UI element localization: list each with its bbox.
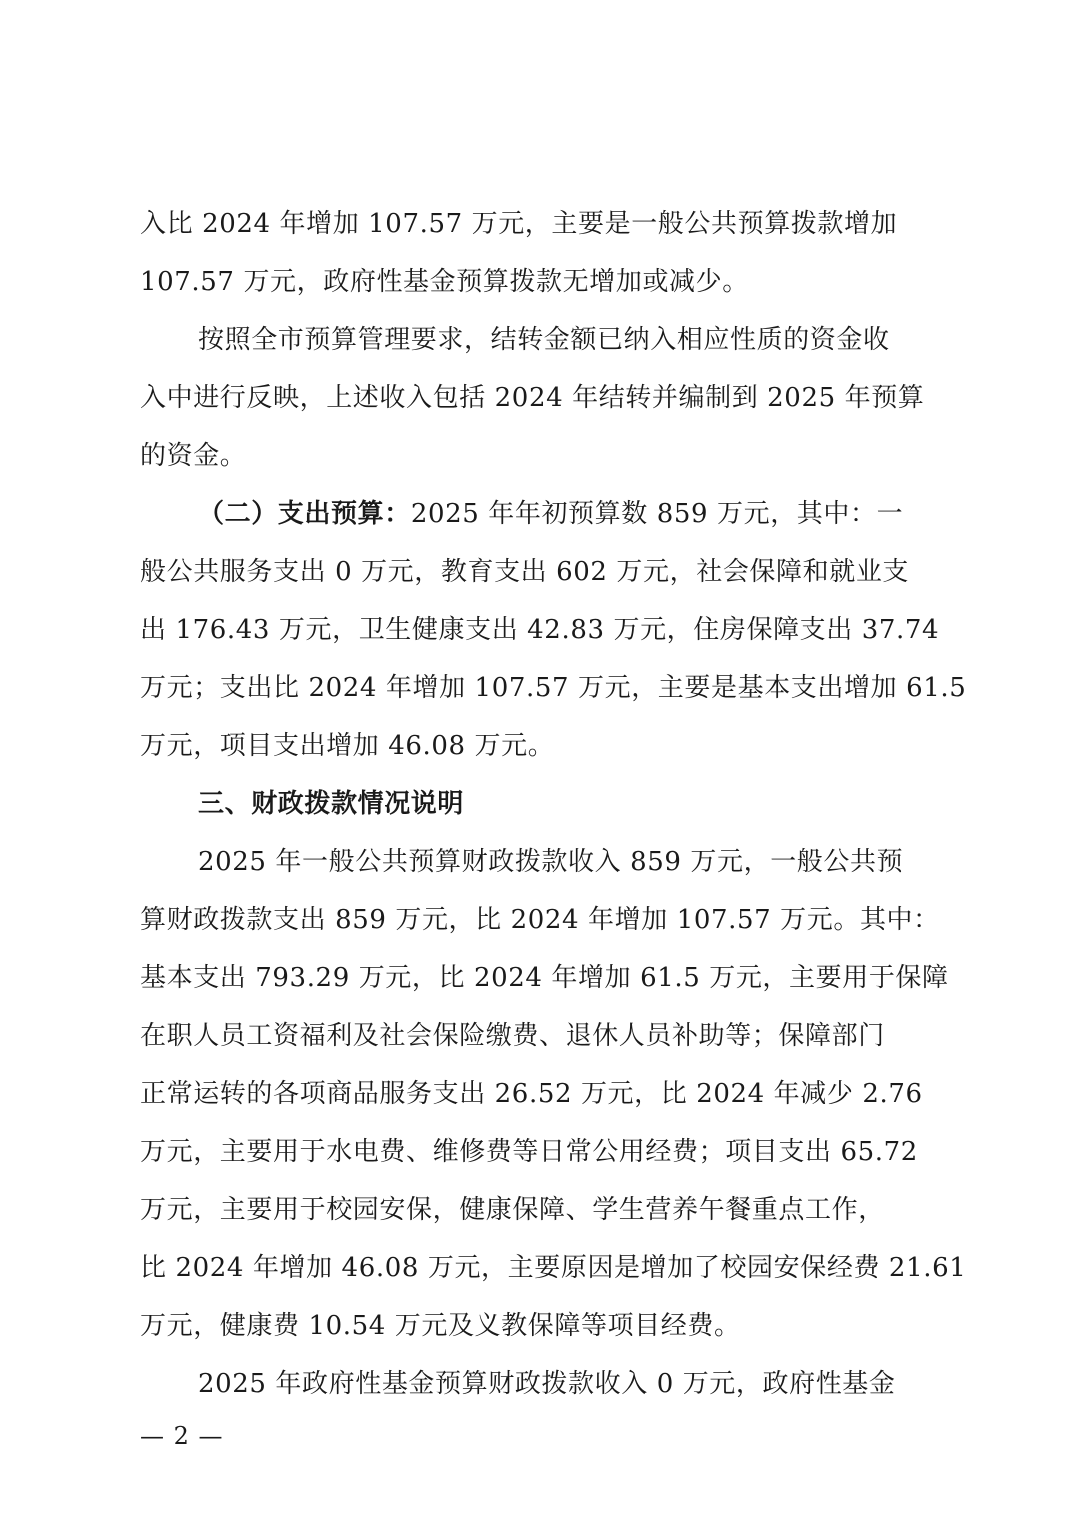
text-line: 比 2024 年增加 46.08 万元，主要原因是增加了校园安保经费 21.61 [140, 1253, 967, 1283]
text-line: 入中进行反映，上述收入包括 2024 年结转并编制到 2025 年预算 [140, 383, 925, 413]
text-line: 万元，项目支出增加 46.08 万元。 [140, 731, 555, 761]
text-line: 基本支出 793.29 万元，比 2024 年增加 61.5 万元，主要用于保障 [140, 963, 949, 993]
text-line: 算财政拨款支出 859 万元，比 2024 年增加 107.57 万元。其中： [140, 905, 940, 935]
text-line: 般公共服务支出 0 万元，教育支出 602 万元，社会保障和就业支 [140, 557, 910, 587]
text-line: 在职人员工资福利及社会保险缴费、退休人员补助等；保障部门 [140, 1021, 885, 1051]
text-line: 的资金。 [140, 441, 247, 471]
text-line: 107.57 万元，政府性基金预算拨款无增加或减少。 [140, 267, 749, 297]
text-line: 按照全市预算管理要求，结转金额已纳入相应性质的资金收 [198, 325, 890, 355]
text-line: 万元，主要用于水电费、维修费等日常公用经费；项目支出 65.72 [140, 1137, 918, 1167]
text-line: 2025 年一般公共预算财政拨款收入 859 万元，一般公共预 [198, 847, 904, 877]
text-line: 正常运转的各项商品服务支出 26.52 万元，比 2024 年减少 2.76 [140, 1079, 923, 1109]
text-line: 万元；支出比 2024 年增加 107.57 万元，主要是基本支出增加 61.5 [140, 673, 967, 703]
subsection-line [198, 496, 940, 532]
subsection-heading: （二）支出预算： [198, 499, 411, 529]
section-heading: 三、财政拨款情况说明 [198, 789, 465, 819]
text-line: 出 176.43 万元，卫生健康支出 42.83 万元，住房保障支出 37.74 [140, 615, 940, 645]
text-line-last: 2025 年政府性基金预算财政拨款收入 0 万元，政府性基金 [198, 1369, 896, 1399]
text-line: 万元，健康费 10.54 万元及义教保障等项目经费。 [140, 1311, 741, 1341]
subsection-text: 2025 年年初预算数 859 万元，其中：一 [410, 499, 904, 529]
text-line: 入比 2024 年增加 107.57 万元，主要是一般公共预算拨款增加 [140, 209, 898, 239]
page-number: — 2 — [140, 1422, 224, 1450]
text-line: 万元，主要用于校园安保，健康保障、学生营养午餐重点工作， [140, 1195, 885, 1225]
